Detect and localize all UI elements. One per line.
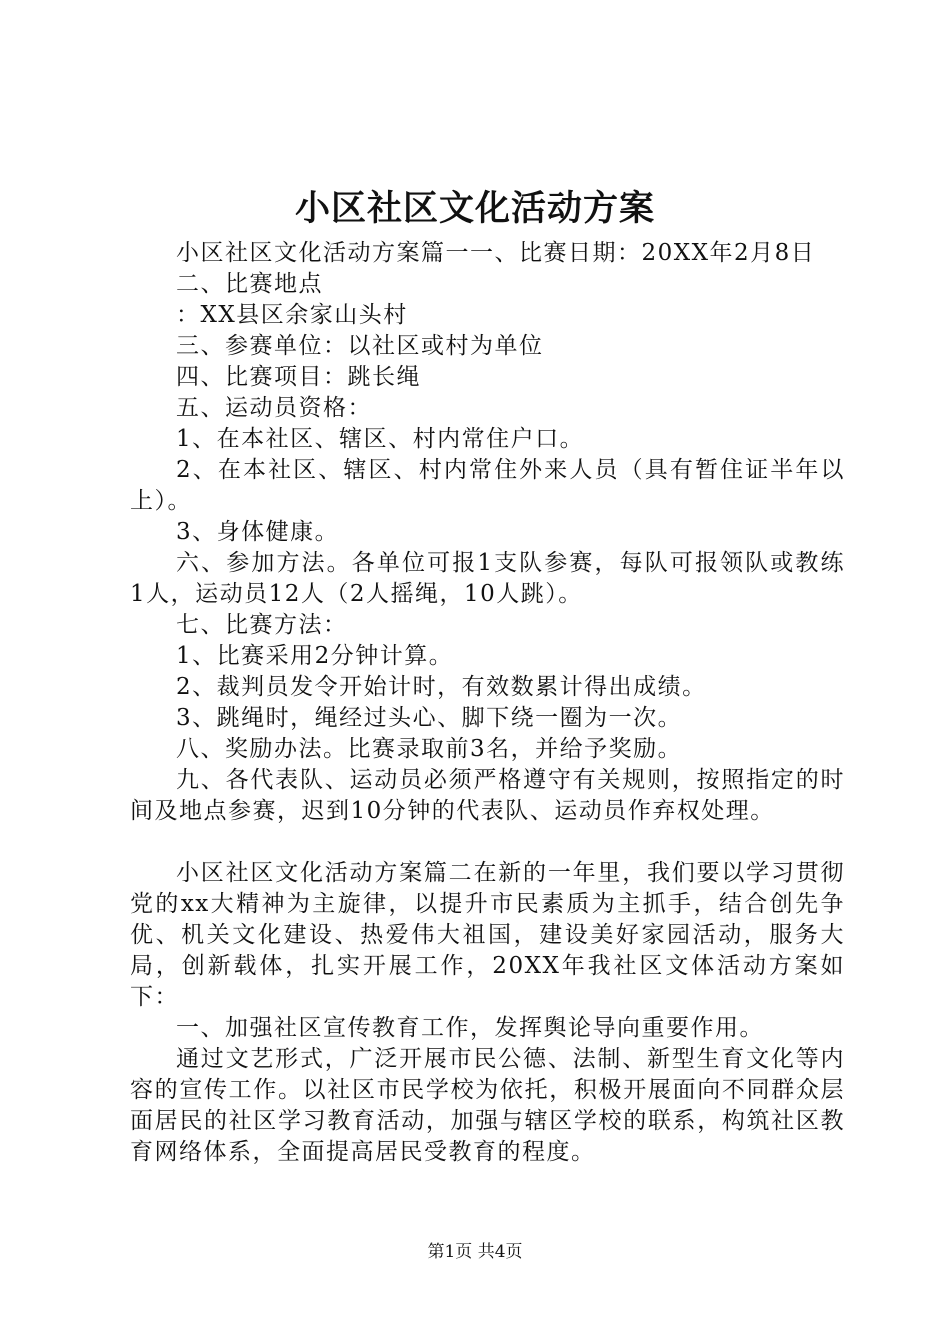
document-title: 小区社区文化活动方案 [294,188,655,229]
paragraph: 三、参赛单位：以社区或村为单位 [176,333,544,359]
paragraph: 1、在本社区、辖区、村内常住户口。 [176,426,585,452]
paragraph: 3、身体健康。 [176,519,340,545]
paragraph: 五、运动员资格： [176,395,372,421]
section-gap [130,827,845,858]
paragraph: 二、比赛地点 [176,271,323,297]
document-body [130,238,845,1168]
paragraph: 2、在本社区、辖区、村内常住外来人员（具有暂住证半年以上）。 [130,457,845,514]
paragraph: ：XX县区余家山头村 [176,302,408,328]
paragraph: 小区社区文化活动方案篇一一、比赛日期：20XX年2月8日 [176,240,816,266]
paragraph: 一、加强社区宣传教育工作，发挥舆论导向重要作用。 [176,1015,764,1041]
paragraph: 九、各代表队、运动员必须严格遵守有关规则，按照指定的时间及地点参赛，迟到10分钟的代表队、运动员作弃权处理。 [130,767,845,824]
paragraph: 1、比赛采用2分钟计算。 [176,643,454,669]
paragraph: 2、裁判员发令开始计时，有效数累计得出成绩。 [176,674,707,700]
paragraph: 八、奖励办法。比赛录取前3名，并给予奖励。 [176,736,683,762]
paragraph: 四、比赛项目：跳长绳 [176,364,421,390]
page-footer: 第1页 共4页 [427,1242,523,1262]
paragraph: 小区社区文化活动方案篇二在新的一年里，我们要以学习贯彻党的xx大精神为主旋律，以提升市民素质为主抓手，结合创先争优、机关文化建设、热爱伟大祖国，建设美好家园活动，服务大局，创新载体，扎实开展工作，20XX年我社区文体活动方案如下： [130,860,845,1010]
paragraph: 通过文艺形式，广泛开展市民公德、法制、新型生育文化等内容的宣传工作。以社区市民学校为依托，积极开展面向不同群众层面居民的社区学习教育活动，加强与辖区学校的联系，构筑社区教育网络体系，全面提高居民受教育的程度。 [130,1046,845,1165]
paragraph: 3、跳绳时，绳经过头心、脚下绕一圈为一次。 [176,705,683,731]
paragraph: 六、参加方法。各单位可报1支队参赛，每队可报领队或教练1人，运动员12人（2人摇绳，10人跳）。 [130,550,845,607]
paragraph: 七、比赛方法： [176,612,348,638]
